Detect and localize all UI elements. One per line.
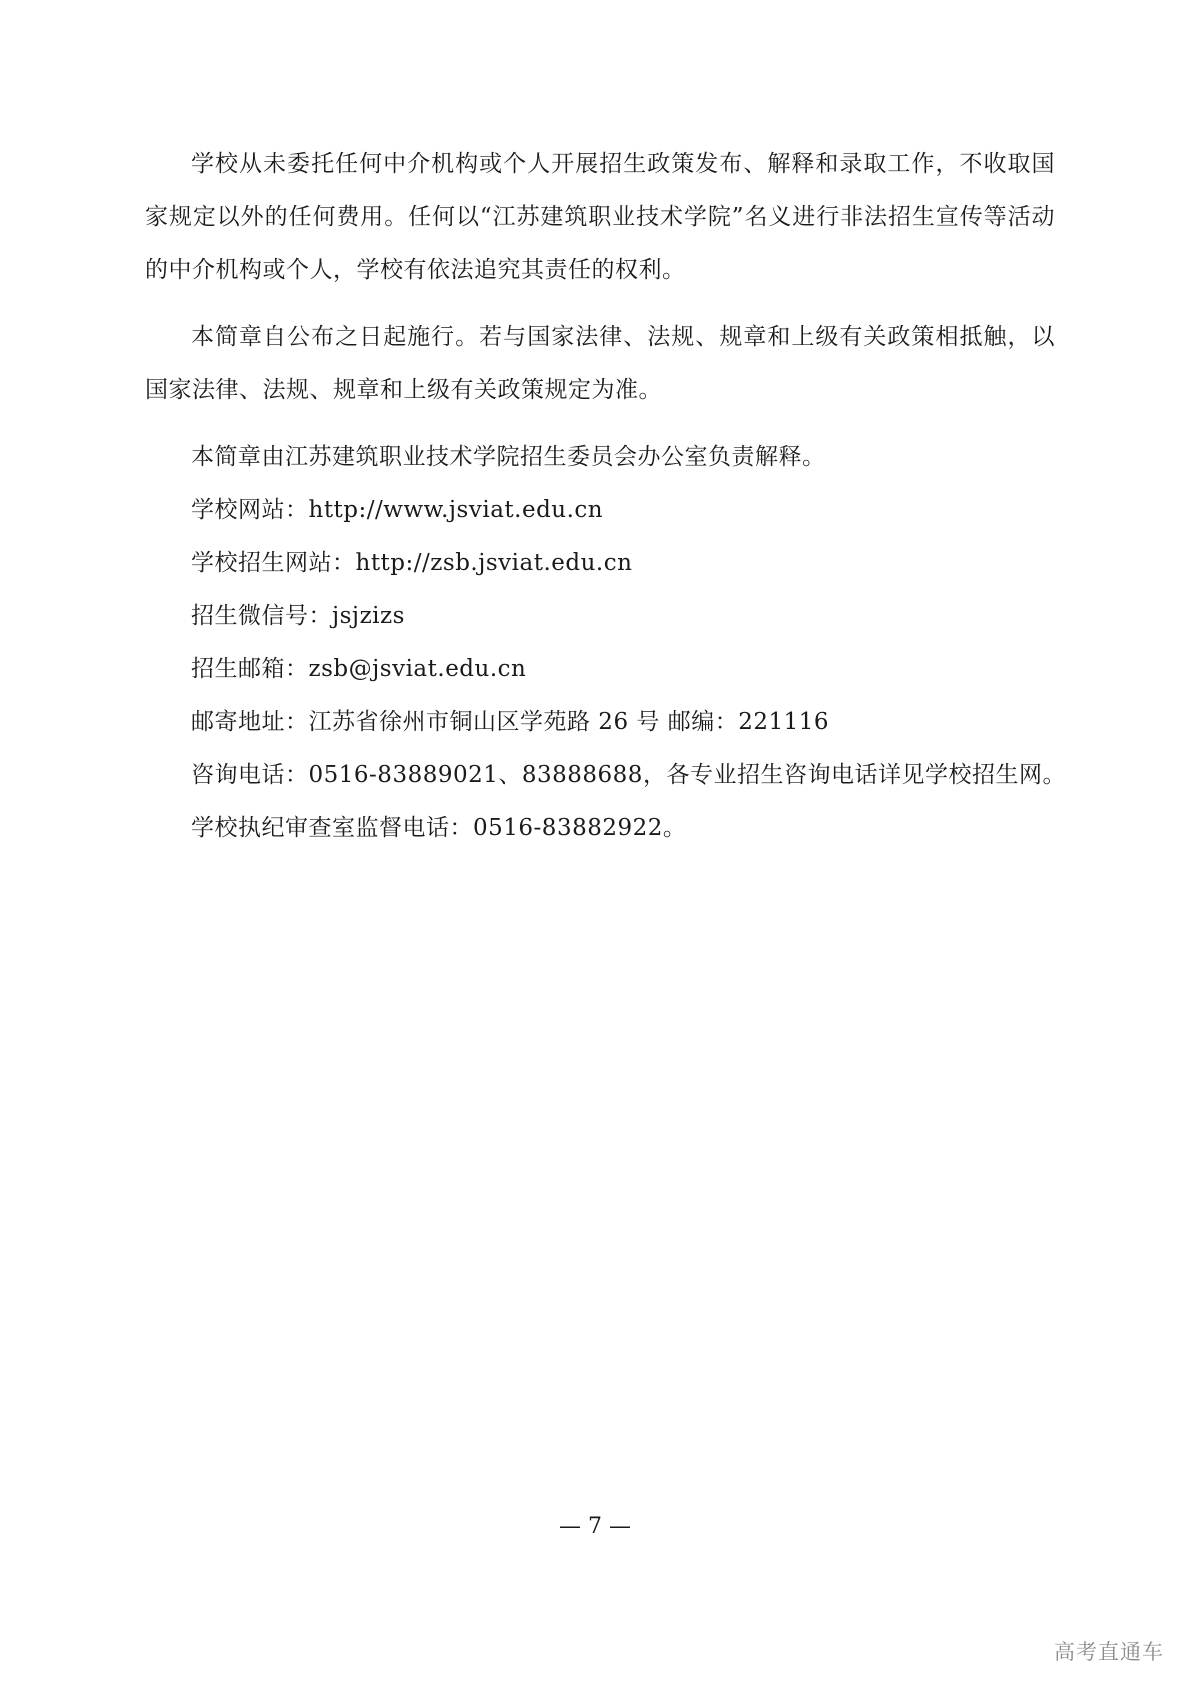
line-supervision-phone: 学校执纪审查室监督电话：0516-83882922。 (191, 815, 687, 841)
line-consult-phone: 咨询电话：0516-83889021、83888688，各专业招生咨询电话详见学校招生网。 (191, 762, 1066, 788)
page-number: — 7 — (559, 1514, 631, 1539)
watermark-text: 高考直通车 (1054, 1640, 1164, 1664)
document-body (145, 138, 1066, 855)
line-school-website: 学校网站：http://www.jsviat.edu.cn (191, 497, 604, 523)
paragraph-agency-disclaimer: 学校从未委托任何中介机构或个人开展招生政策发布、解释和录取工作，不收取国家规定以外的任何费用。任何以“江苏建筑职业技术学院”名义进行非法招生宣传等活动的中介机构或个人，学校有依法追究其责任的权利。 (145, 151, 1055, 283)
paragraph-effective-date: 本简章自公布之日起施行。若与国家法律、法规、规章和上级有关政策相抵触，以国家法律、法规、规章和上级有关政策规定为准。 (145, 324, 1055, 403)
line-interpretation: 本简章由江苏建筑职业技术学院招生委员会办公室负责解释。 (191, 444, 826, 470)
line-mailing-address: 邮寄地址：江苏省徐州市铜山区学苑路 26 号 邮编：221116 (191, 709, 829, 735)
line-email: 招生邮箱：zsb@jsviat.edu.cn (191, 656, 527, 682)
line-wechat: 招生微信号：jsjzizs (191, 603, 405, 629)
line-admission-website: 学校招生网站：http://zsb.jsviat.edu.cn (191, 550, 633, 576)
